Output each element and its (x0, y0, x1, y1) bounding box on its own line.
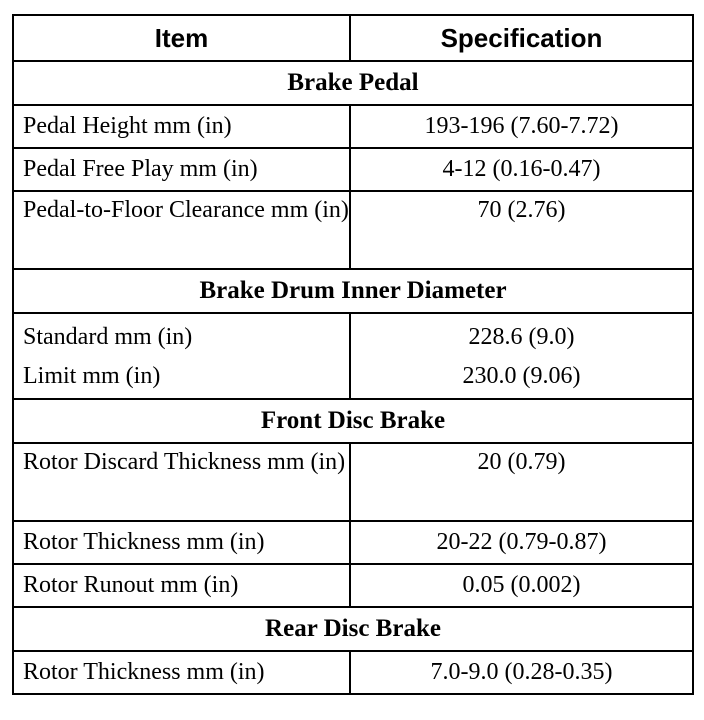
item-cell: Standard mm (in) (13, 313, 350, 356)
spec-cell: 230.0 (9.06) (350, 356, 693, 399)
item-cell: Pedal Free Play mm (in) (13, 148, 350, 191)
specification-column-header: Specification (350, 15, 693, 61)
section-title: Brake Drum Inner Diameter (13, 269, 693, 313)
item-cell: Limit mm (in) (13, 356, 350, 399)
table-row (13, 651, 693, 694)
brake-specification-table (12, 14, 694, 695)
table-header-row (13, 15, 693, 61)
table-row (13, 564, 693, 607)
spec-cell: 228.6 (9.0) (350, 313, 693, 356)
section-title: Front Disc Brake (13, 399, 693, 443)
spec-cell: 7.0-9.0 (0.28-0.35) (350, 651, 693, 694)
section-brake-pedal (13, 61, 693, 105)
section-rear-disc-brake (13, 607, 693, 651)
section-title: Brake Pedal (13, 61, 693, 105)
section-title: Rear Disc Brake (13, 607, 693, 651)
spec-cell: 4-12 (0.16-0.47) (350, 148, 693, 191)
item-cell: Rotor Runout mm (in) (13, 564, 350, 607)
table-row (13, 521, 693, 564)
spec-cell: 193-196 (7.60-7.72) (350, 105, 693, 148)
table-row (13, 313, 693, 356)
table-row (13, 148, 693, 191)
spec-cell: 20 (0.79) (350, 443, 693, 521)
item-cell: Pedal-to-Floor Clearance mm (in) (13, 191, 350, 269)
item-column-header: Item (13, 15, 350, 61)
spec-cell: 20-22 (0.79-0.87) (350, 521, 693, 564)
item-cell: Rotor Thickness mm (in) (13, 651, 350, 694)
table-row (13, 191, 693, 269)
item-cell: Rotor Thickness mm (in) (13, 521, 350, 564)
table-row (13, 105, 693, 148)
spec-cell: 70 (2.76) (350, 191, 693, 269)
table-row (13, 356, 693, 399)
section-front-disc-brake (13, 399, 693, 443)
section-brake-drum (13, 269, 693, 313)
spec-cell: 0.05 (0.002) (350, 564, 693, 607)
table-row (13, 443, 693, 521)
item-cell: Pedal Height mm (in) (13, 105, 350, 148)
item-cell: Rotor Discard Thickness mm (in) (13, 443, 350, 521)
